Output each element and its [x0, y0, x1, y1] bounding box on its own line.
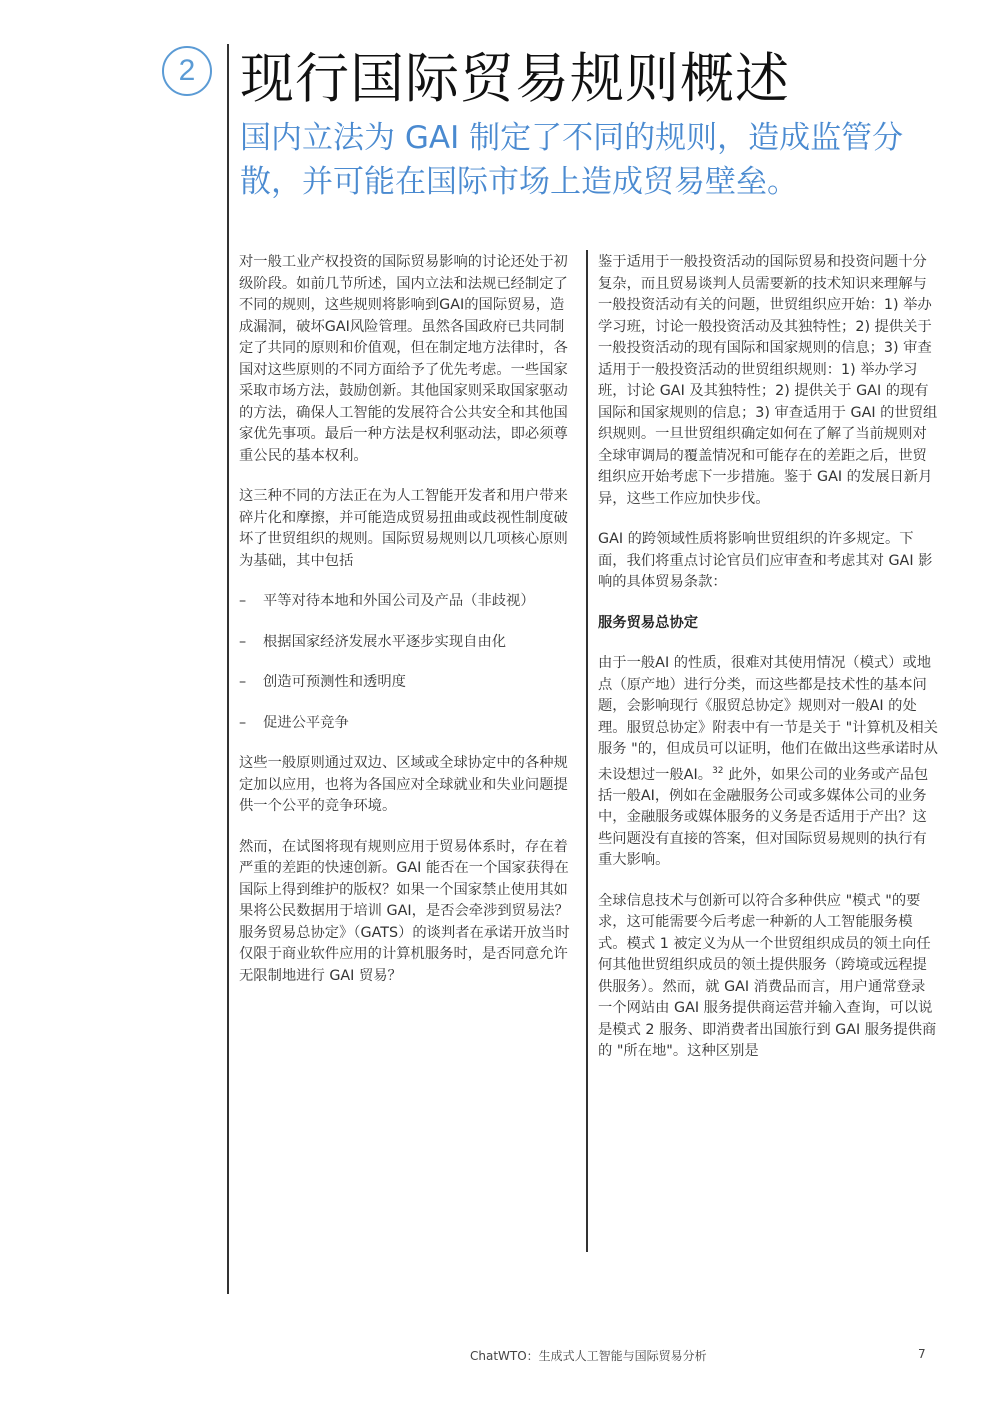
list-item-text: 促进公平竞争 — [263, 714, 349, 731]
list-dash: – — [239, 633, 247, 650]
page-number: 7 — [918, 1347, 926, 1361]
left-divider-line — [227, 44, 229, 1294]
left-paragraph-3: 这些一般原则通过双边、区域或全球协定中的各种规定加以应用，也将为各国应对全球就业和失业问题提供一个公平的竞争环境。 — [239, 755, 568, 814]
list-dash: – — [239, 714, 247, 731]
right-paragraph-4: 全球信息技术与创新可以符合多种供应 "模式 "的要求，这可能需要今后考虑一种新的人工智能服务模式。模式 1 被定义为从一个世贸组织成员的领土向任何其他世贸组织成员的领土提供服务（跨境或远程提供服务）。然而，就 GAI 消费品而言，用户通常登录一个网站由 GAI 服务提供商运营并输入查询，可以说是模式 2 服务、即消费者出国旅行到 GAI 服务提供商的 "所在地"。这种区别是 — [598, 892, 937, 1060]
list-item — [239, 632, 570, 654]
right-paragraph-2: GAI 的跨领域性质将影响世贸组织的许多规定。下面，我们将重点讨论官员们应审查和考虑其对 GAI 影响的具体贸易条款： — [598, 531, 933, 590]
left-paragraph-4: 然而，在试图将现有规则应用于贸易体系时，存在着严重的差距的快速创新。GAI 能否在一个国家获得在国际上得到维护的版权？如果一个国家禁止使用其如果将公民数据用于培训 GAI，是否会牵涉到贸易法？服务贸易总协定》（GATS）的谈判者在承诺开放当时仅限于商业软件应用的计算机服务时，是否同意允许无限制地进行 GAI 贸易？ — [239, 838, 570, 984]
left-paragraph-1: 对一般工业产权投资的国际贸易影响的讨论还处于初级阶段。如前几节所述，国内立法和法规已经制定了不同的规则，这些规则将影响到GAI的国际贸易，造成漏洞，破坏GAI风险管理。虽然各国政府已共同制定了共同的原则和价值观，但在制定地方法律时，各国对这些原则的不同方面给予了优先考虑。一些国家采取市场方法，鼓励创新。其他国家则采取国家驱动的方法，确保人工智能的发展符合公共安全和其他国家优先事项。最后一种方法是权利驱动法，即必须尊重公民的基本权利。 — [239, 254, 568, 464]
right-column — [598, 252, 938, 1082]
paragraph-text: 由于一般AI 的性质，很难对其使用情况（模式）或地点（原产地）进行分类，而这些都是技术性的基本问题，会影响现行《服贸总协定》规则对一般AI 的处理。服贸总协定》附表中有一节是关于 "计算机及相关服务 "的，但成员可以证明，他们在做出这些承诺时从未设想过一般AI。 — [598, 655, 938, 783]
footer-title: ChatWTO：生成式人工智能与国际贸易分析 — [470, 1349, 707, 1363]
list-dash: – — [239, 593, 247, 609]
column-divider-line — [586, 250, 588, 1252]
footnote-reference[interactable]: 32 — [712, 765, 724, 776]
list-item-text: 创造可预测性和透明度 — [263, 674, 406, 690]
right-paragraph-3 — [598, 653, 938, 872]
list-item-text: 平等对待本地和外国公司及产品（非歧视） — [263, 593, 535, 609]
page-subtitle: 国内立法为 GAI 制定了不同的规则，造成监管分散，并可能在国际市场上造成贸易壁垒。 — [240, 120, 904, 200]
list-item — [239, 713, 570, 735]
page-title: 现行国际贸易规则概述 — [240, 47, 790, 110]
list-item-text: 根据国家经济发展水平逐步实现自由化 — [263, 633, 507, 650]
list-item — [239, 591, 570, 613]
left-column — [239, 252, 570, 1006]
right-paragraph-1: 鉴于适用于一般投资活动的国际贸易和投资问题十分复杂，而且贸易谈判人员需要新的技术知识来理解与一般投资活动有关的问题，世贸组织应开始：1) 举办学习班，讨论一般投资活动及其独特性；2) 提供关于一般投资活动的现有国际和国家规则的信息；3) 审查适用于一般投资活动的世贸组织规则：1) 举办学习班，讨论 GAI 及其独特性；2) 提供关于 GAI 的现有国际和国家规则的信息；3) 审查适用于 GAI 的世贸组织规则。一旦世贸组织确定如何在了解了当前规则对全球审调局的覆盖情况和可能存在的差距之后，世贸组织应开始考虑下一步措施。鉴于 GAI 的发展日新月异，这些工作应加快步伐。 — [598, 254, 938, 507]
list-item — [239, 672, 570, 694]
section-number-badge: 2 — [162, 46, 212, 96]
list-dash: – — [239, 674, 247, 690]
paragraph-text: 此外，如果公司的业务或产品包括一般AI，例如在金融服务公司或多媒体公司的业务中，金融服务或媒体服务的义务是否适用于产出？这些问题没有直接的答案，但对国际贸易规则的执行有重大影响。 — [598, 766, 929, 869]
section-heading: 服务贸易总协定 — [598, 614, 699, 631]
left-paragraph-2: 这三种不同的方法正在为人工智能开发者和用户带来碎片化和摩擦，并可能造成贸易扭曲或歧视性制度破坏了世贸组织的规则。国际贸易规则以几项核心原则为基础，其中包括 — [239, 488, 568, 569]
